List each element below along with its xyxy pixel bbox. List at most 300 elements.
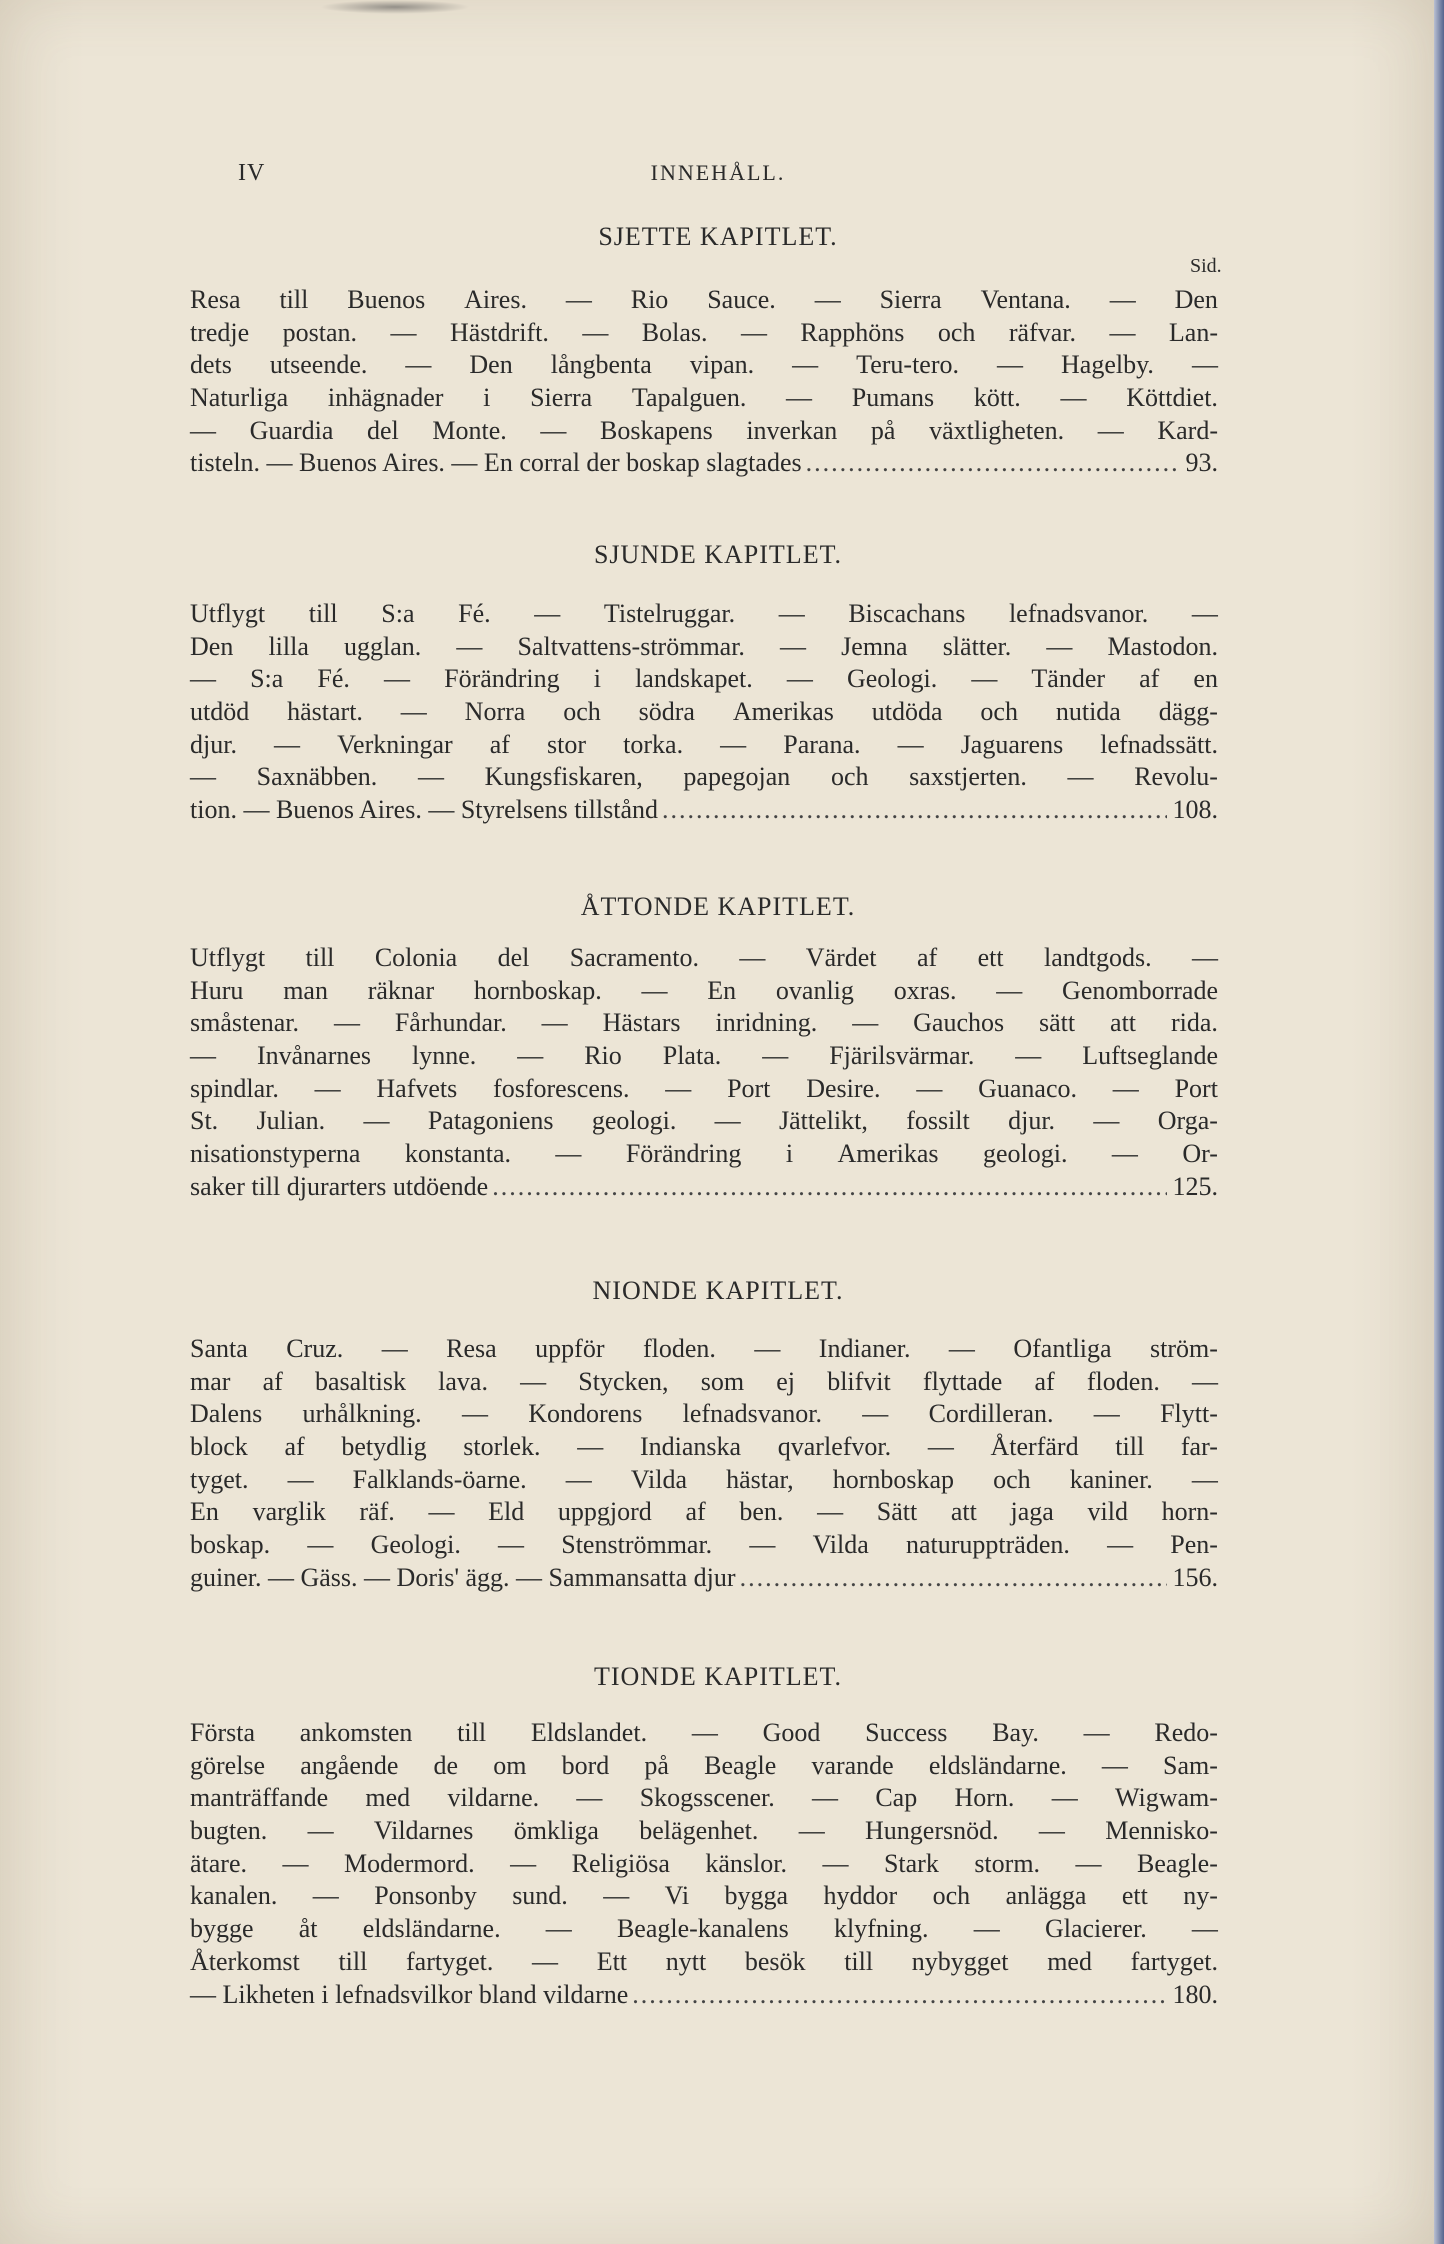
word: — <box>997 350 1024 380</box>
toc-entry-line <box>190 1398 1218 1431</box>
word: tredje <box>190 317 250 347</box>
word: Bolas. <box>641 317 708 347</box>
word: Ventana. <box>980 285 1071 314</box>
word: — <box>603 1881 630 1911</box>
dot-leader <box>806 447 1180 480</box>
word: — <box>384 664 411 694</box>
word: lefnadssätt. <box>1100 729 1218 759</box>
word: — <box>1107 1530 1134 1560</box>
word: Geologi. <box>846 664 938 694</box>
word: Parana. <box>783 729 861 759</box>
dot-leader <box>740 1562 1167 1595</box>
word: ätare. <box>190 1848 248 1878</box>
word: Tapalguen. <box>631 383 747 413</box>
word: Jemna <box>841 631 908 661</box>
word: — <box>400 697 427 727</box>
word: till <box>308 599 338 628</box>
word: hyddor <box>823 1881 898 1911</box>
word: hornboskap. <box>473 975 602 1005</box>
word: Gauchos <box>913 1008 1005 1038</box>
word: af <box>284 1432 305 1462</box>
word: Desire. <box>806 1073 881 1103</box>
word: — <box>897 729 924 759</box>
toc-entry-text: tion. — Buenos Aires. — Styrelsens tillstånd <box>190 795 658 825</box>
word: — <box>456 631 483 661</box>
chapter-summary <box>190 942 1218 1204</box>
word: vildarne. <box>447 1783 540 1813</box>
word: — <box>852 1008 879 1038</box>
word: — <box>532 1946 559 1976</box>
word: Guanaco. <box>978 1073 1078 1103</box>
word: af <box>262 1366 283 1396</box>
word: Cap <box>875 1783 918 1813</box>
word: görelse <box>190 1750 266 1780</box>
word: — <box>792 350 819 380</box>
word: Den <box>190 631 234 661</box>
word: Patagoniens <box>427 1106 554 1136</box>
word: stor <box>547 729 587 759</box>
word: sund. <box>512 1881 568 1911</box>
word: basaltisk <box>314 1366 406 1396</box>
word: Stark <box>883 1848 939 1878</box>
word: Buenos <box>347 285 426 314</box>
word: lava. <box>438 1366 488 1396</box>
word: vipan. <box>689 350 755 380</box>
word: hornboskap <box>832 1464 955 1494</box>
toc-entry-line <box>190 284 1218 317</box>
toc-entry-line <box>190 1913 1218 1946</box>
word: — <box>749 1530 776 1560</box>
word: Religiösa <box>571 1848 670 1878</box>
word: Flytt- <box>1160 1399 1218 1429</box>
word: Julian. <box>256 1106 326 1136</box>
toc-entry-line <box>190 729 1218 762</box>
word: Rapphöns <box>800 317 905 347</box>
word: konstanta. <box>404 1139 511 1169</box>
word: En <box>190 1497 219 1527</box>
word: Monte. <box>432 415 507 445</box>
word: S:a <box>250 664 284 694</box>
word: Beagle <box>704 1750 777 1780</box>
word: om <box>493 1750 527 1780</box>
word: Amerikas <box>837 1139 939 1169</box>
word: qvarlefvor. <box>777 1432 892 1462</box>
word: klyfning. <box>833 1914 929 1944</box>
word: Cordilleran. <box>928 1399 1054 1429</box>
word: geologi. <box>982 1139 1068 1169</box>
toc-entry-line <box>190 1750 1218 1783</box>
word: Luftseglande <box>1082 1041 1218 1071</box>
word: lefnadsvanor. <box>1008 599 1149 628</box>
word: — <box>1112 1073 1139 1103</box>
word: — <box>1046 631 1073 661</box>
word: bygga <box>724 1881 789 1911</box>
word: Jaguarens <box>960 729 1064 759</box>
word: Sierra <box>530 383 593 413</box>
word: — <box>1038 1816 1065 1846</box>
word: Pen- <box>1170 1530 1218 1560</box>
word: manträffande <box>190 1783 329 1813</box>
word: af <box>916 943 938 972</box>
word: räfvar. <box>1008 317 1076 347</box>
word: naturuppträden. <box>906 1530 1070 1560</box>
word: besök <box>744 1946 806 1976</box>
word: Skogsscener. <box>639 1783 775 1813</box>
toc-entry-line <box>190 1496 1218 1529</box>
word: — <box>786 383 813 413</box>
word: Resa <box>446 1334 497 1363</box>
word: urhålkning. <box>302 1399 422 1429</box>
toc-entry-line <box>190 1815 1218 1848</box>
word: Cruz. <box>286 1334 344 1363</box>
word: — <box>948 1334 975 1363</box>
running-header: INNEHÅLL. <box>650 160 786 185</box>
toc-entry-line <box>190 382 1218 415</box>
toc-entry-last-line <box>190 794 1218 827</box>
word: — <box>190 415 216 445</box>
toc-entry-last-line <box>190 1979 1218 2012</box>
word: och <box>932 1881 971 1911</box>
word: papegojan <box>683 762 791 792</box>
word: — <box>798 1816 825 1846</box>
word: — <box>996 975 1023 1005</box>
word: i <box>483 383 491 413</box>
word: Horn. <box>954 1783 1015 1813</box>
word: — <box>665 1073 692 1103</box>
word: känslor. <box>705 1848 787 1878</box>
word: Colonia <box>374 943 458 972</box>
word: Biscachans <box>848 599 966 628</box>
word: ett <box>1121 1881 1148 1911</box>
word: jaga <box>1010 1497 1054 1527</box>
word: Dalens <box>190 1399 263 1429</box>
word: Fé. <box>317 664 350 694</box>
word: Bay. <box>992 1718 1039 1747</box>
word: Vildarnes <box>373 1816 474 1846</box>
word: som <box>700 1366 745 1396</box>
word: St. <box>190 1106 219 1136</box>
word: — <box>1191 350 1218 380</box>
word: uppgjord <box>557 1497 652 1527</box>
word: — <box>1109 317 1136 347</box>
word: — <box>565 1464 592 1494</box>
word: de <box>433 1750 459 1780</box>
word: Den <box>469 350 513 380</box>
word: — <box>333 1008 360 1038</box>
word: flyttade <box>922 1366 1003 1396</box>
toc-page-number: 125. <box>1172 1171 1218 1201</box>
word: kanalen. <box>190 1881 278 1911</box>
word: — <box>778 599 805 628</box>
word: Eldslandet. <box>530 1718 648 1747</box>
word: Stycken, <box>578 1366 669 1396</box>
word: — <box>822 1848 849 1878</box>
word: i <box>593 664 601 694</box>
word: angående <box>300 1750 399 1780</box>
word: Vilda <box>812 1530 869 1560</box>
word: — <box>1191 943 1218 972</box>
word: ej <box>776 1366 796 1396</box>
word: Resa <box>190 285 241 314</box>
word: spindlar. <box>190 1073 279 1103</box>
chapter-heading: SJUNDE KAPITLET. <box>593 540 843 569</box>
word: — <box>1093 1399 1120 1429</box>
toc-entry-line <box>190 1040 1218 1073</box>
chapter-heading: NIONDE KAPITLET. <box>592 1276 844 1305</box>
word: räknar <box>367 975 435 1005</box>
word: Första <box>190 1718 255 1747</box>
word: tyget. <box>190 1464 249 1494</box>
word: — <box>1015 1041 1042 1071</box>
word: Revolu- <box>1134 762 1218 792</box>
page-edge <box>1434 0 1444 2244</box>
word: nisationstyperna <box>190 1139 361 1169</box>
word: Indianska <box>639 1432 742 1462</box>
word: Teru-tero. <box>856 350 959 380</box>
word: ömkliga <box>513 1816 599 1846</box>
toc-page-number: 108. <box>1172 795 1218 825</box>
word: Rio <box>584 1041 622 1071</box>
word: i <box>785 1139 794 1169</box>
word: åt <box>298 1914 318 1944</box>
toc-entry-line <box>190 663 1218 696</box>
word: Vi <box>664 1881 690 1911</box>
word: del <box>497 943 530 972</box>
word: — <box>812 1783 839 1813</box>
word: horn- <box>1161 1497 1218 1527</box>
word: mar <box>190 1366 231 1396</box>
toc-entry-line <box>190 598 1218 631</box>
word: ankomsten <box>299 1718 413 1747</box>
word: — <box>740 317 767 347</box>
word: — <box>1075 1848 1102 1878</box>
word: Beagle- <box>1137 1848 1218 1878</box>
word: af <box>489 729 510 759</box>
word: — <box>565 285 592 314</box>
word: landskapet. <box>635 664 753 694</box>
word: Glacierer. <box>1044 1914 1147 1944</box>
word: Hästars <box>602 1008 681 1038</box>
toc-entry-line <box>190 1431 1218 1464</box>
word: — <box>762 1041 789 1071</box>
word: till <box>457 1718 487 1747</box>
word: — <box>754 1334 781 1363</box>
word: på <box>870 415 896 445</box>
word: Norra <box>464 697 526 727</box>
toc-entry-line <box>190 1333 1218 1366</box>
word: Återfärd <box>990 1432 1079 1462</box>
word: Ponsonby <box>374 1881 477 1911</box>
word: rida. <box>1170 1008 1218 1038</box>
word: anlägga <box>1005 1881 1087 1911</box>
word: inhägnader <box>327 383 444 413</box>
toc-entry-line <box>190 1848 1218 1881</box>
word: af <box>1034 1366 1055 1396</box>
word: Naturliga <box>190 383 289 413</box>
word: af <box>685 1497 706 1527</box>
word: floden. <box>1086 1366 1160 1396</box>
word: man <box>283 975 328 1005</box>
toc-entry-line <box>190 1529 1218 1562</box>
word: — <box>814 285 841 314</box>
toc-page-number: 180. <box>1172 1979 1218 2009</box>
word: inridning. <box>715 1008 818 1038</box>
word: oxras. <box>893 975 957 1005</box>
word: — <box>1111 1139 1138 1169</box>
word: — <box>720 729 747 759</box>
toc-entry-text: guiner. — Gäss. — Doris' ägg. — Sammansatta djur <box>190 1562 736 1592</box>
word: — <box>577 1432 604 1462</box>
word: — <box>973 1914 1000 1944</box>
word: fossilt <box>906 1106 970 1136</box>
word: södra <box>638 697 695 727</box>
toc-page-number: 93. <box>1185 448 1218 478</box>
word: Falklands-öarne. <box>352 1464 527 1494</box>
word: Plata. <box>662 1041 722 1071</box>
word: af <box>1139 664 1160 694</box>
word: Sierra <box>879 285 942 314</box>
word: — <box>190 664 216 694</box>
word: — <box>312 1881 339 1911</box>
word: dets <box>190 350 232 380</box>
chapter-heading: ÅTTONDE KAPITLET. <box>580 892 856 921</box>
word: — <box>314 1073 341 1103</box>
word: lefnadsvanor. <box>682 1399 822 1429</box>
word: — <box>555 1139 582 1169</box>
word: eldsländarne. <box>928 1750 1067 1780</box>
word: Hafvets <box>376 1073 458 1103</box>
word: Indianer. <box>818 1334 911 1363</box>
word: — <box>862 1399 889 1429</box>
word: vild <box>1087 1497 1128 1527</box>
chapter-heading: SJETTE KAPITLET. <box>598 222 838 251</box>
chapter-summary <box>190 598 1218 827</box>
word: Saltvattens-strömmar. <box>517 631 745 661</box>
word: och <box>937 317 976 347</box>
word: — <box>1097 415 1124 445</box>
word: Utflygt <box>190 943 266 972</box>
word: Saxnäbben. <box>256 762 378 792</box>
toc-entry-line <box>190 1007 1218 1040</box>
word: Sauce. <box>707 285 776 314</box>
toc-entry-line <box>190 415 1218 448</box>
toc-entry-line <box>190 1782 1218 1815</box>
word: — <box>282 1848 309 1878</box>
word: belägenhet. <box>639 1816 759 1846</box>
word: ström- <box>1150 1334 1218 1363</box>
word: nutida <box>1055 697 1121 727</box>
toc-entry-line <box>190 631 1218 664</box>
word: nytt <box>665 1946 707 1976</box>
word: boskap. <box>190 1530 271 1560</box>
scan-smudge <box>320 0 470 14</box>
word: — <box>190 762 216 792</box>
word: far- <box>1180 1432 1218 1462</box>
word: — <box>641 975 668 1005</box>
word: — <box>287 1464 314 1494</box>
toc-entry-line <box>190 1464 1218 1497</box>
toc-entry-last-line <box>190 1171 1218 1204</box>
word: — <box>541 1008 568 1038</box>
toc-entry-line <box>190 1138 1218 1171</box>
word: lynne. <box>412 1041 477 1071</box>
word: — <box>714 1106 741 1136</box>
word: fartyget. <box>1130 1946 1218 1976</box>
word: — <box>545 1914 572 1944</box>
word: Kungsfiskaren, <box>484 762 643 792</box>
toc-entry-line <box>190 1946 1218 1979</box>
word: Förändring <box>625 1139 742 1169</box>
word: till <box>844 1946 874 1976</box>
word: — <box>780 631 807 661</box>
word: Ett <box>596 1946 628 1976</box>
word: ett <box>977 943 1004 972</box>
word: Good <box>762 1718 821 1747</box>
word: och <box>993 1464 1031 1494</box>
word: — <box>576 1783 603 1813</box>
word: — <box>971 664 998 694</box>
word: Wigwam- <box>1114 1783 1218 1813</box>
word: — <box>517 1041 544 1071</box>
word: bygge <box>190 1914 254 1944</box>
word: Rio <box>630 285 669 314</box>
word: Modermord. <box>343 1848 475 1878</box>
word: — <box>1083 1718 1110 1747</box>
word: slätter. <box>942 631 1012 661</box>
word: Ofantliga <box>1013 1334 1112 1363</box>
word: Or- <box>1182 1139 1218 1169</box>
word: Pumans <box>851 383 935 413</box>
toc-entry-line <box>190 1717 1218 1750</box>
word: inverkan <box>746 415 838 445</box>
word: Fårhundar. <box>394 1008 507 1038</box>
word: — <box>190 1041 216 1071</box>
toc-entry-line <box>190 761 1218 794</box>
word: Förändring <box>444 664 560 694</box>
word: Redo- <box>1154 1718 1218 1747</box>
word: — <box>786 664 813 694</box>
toc-entry-line <box>190 1366 1218 1399</box>
word: S:a <box>381 599 415 628</box>
word: Hagelby. <box>1061 350 1154 380</box>
word: — <box>405 350 432 380</box>
word: till <box>305 943 335 972</box>
word: Fjärilsvärmar. <box>829 1041 975 1071</box>
chapter-summary <box>190 1717 1218 2011</box>
toc-entry-line <box>190 317 1218 350</box>
word: kaniner. <box>1069 1464 1153 1494</box>
word: landtgods. <box>1043 943 1152 972</box>
dot-leader <box>662 794 1167 827</box>
word: — <box>498 1530 525 1560</box>
word: uppför <box>535 1334 605 1363</box>
word: räf. <box>359 1497 395 1527</box>
word: — <box>582 317 609 347</box>
toc-entry-last-line <box>190 1562 1218 1595</box>
word: till <box>279 285 309 314</box>
word: Eld <box>488 1497 525 1527</box>
word: — <box>1191 599 1218 628</box>
toc-entry-text: tisteln. — Buenos Aires. — En corral der boskap slagtades <box>190 448 802 478</box>
word: En <box>707 975 737 1005</box>
word: bugten. <box>190 1816 268 1846</box>
word: sätt <box>1039 1008 1076 1038</box>
word: Huru <box>190 975 244 1005</box>
word: — <box>1191 1366 1218 1396</box>
toc-entry-line <box>190 696 1218 729</box>
word: dägg- <box>1158 697 1218 727</box>
word: del <box>367 415 399 445</box>
